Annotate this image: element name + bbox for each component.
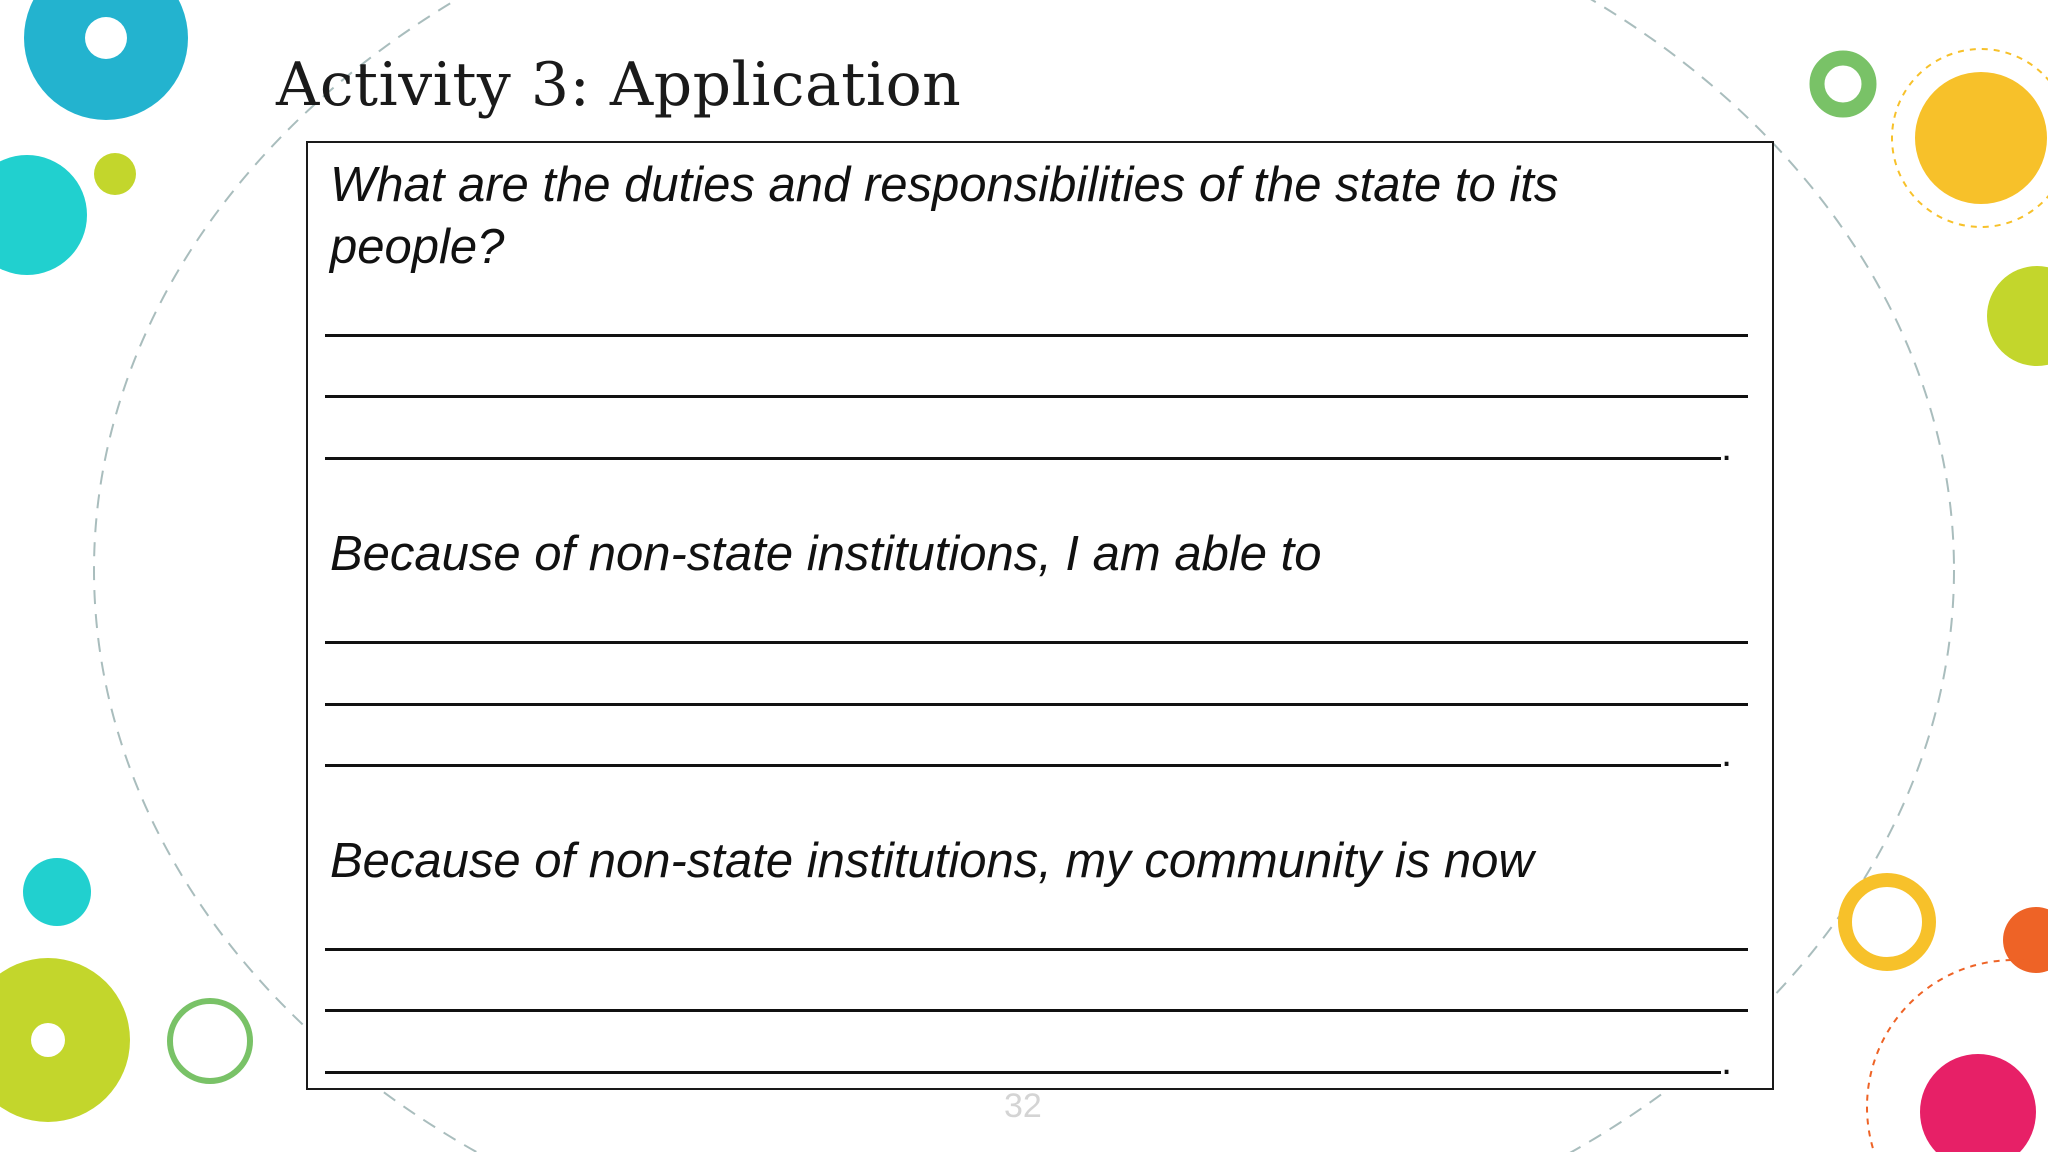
lime-dot-decoration bbox=[94, 153, 136, 195]
answer-line[interactable] bbox=[325, 948, 1748, 951]
blue-ring-center bbox=[85, 17, 127, 59]
yellow-circle-decoration bbox=[1915, 72, 2047, 204]
answer-line[interactable] bbox=[325, 334, 1748, 337]
lime-circle-decoration bbox=[1987, 266, 2048, 366]
worksheet-box bbox=[306, 141, 1774, 1090]
answer-line[interactable] bbox=[325, 641, 1748, 644]
green-outline-ring-decoration bbox=[170, 1001, 250, 1081]
question-1: What are the duties and responsibilities of the state to its people? bbox=[330, 158, 1559, 274]
slide-title: Activity 3: Application bbox=[276, 50, 962, 120]
teal-dot-decoration bbox=[23, 858, 91, 926]
answer-line[interactable] bbox=[325, 703, 1748, 706]
end-mark: . bbox=[1721, 731, 1733, 775]
answer-line[interactable] bbox=[325, 764, 1721, 767]
yellow-outline-ring-decoration bbox=[1845, 880, 1929, 964]
teal-circle-decoration bbox=[0, 155, 87, 275]
answer-line[interactable] bbox=[325, 457, 1721, 460]
question-2: Because of non-state institutions, I am able to bbox=[330, 527, 1322, 581]
answer-line[interactable] bbox=[325, 1071, 1721, 1074]
answer-line[interactable] bbox=[325, 1009, 1748, 1012]
orange-circle-decoration bbox=[2003, 907, 2048, 973]
lime-ring-center bbox=[31, 1023, 65, 1057]
green-ring-decoration bbox=[1817, 58, 1869, 110]
right-circle-decorations bbox=[1817, 49, 2048, 1152]
end-mark: . bbox=[1721, 1039, 1733, 1083]
answer-line[interactable] bbox=[325, 395, 1748, 398]
left-circle-decorations bbox=[0, 0, 250, 1122]
question-3: Because of non-state institutions, my community is now bbox=[330, 834, 1534, 888]
pink-circle-decoration bbox=[1920, 1054, 2036, 1152]
page-number: 32 bbox=[1004, 1087, 1042, 1125]
end-mark: . bbox=[1721, 425, 1733, 469]
